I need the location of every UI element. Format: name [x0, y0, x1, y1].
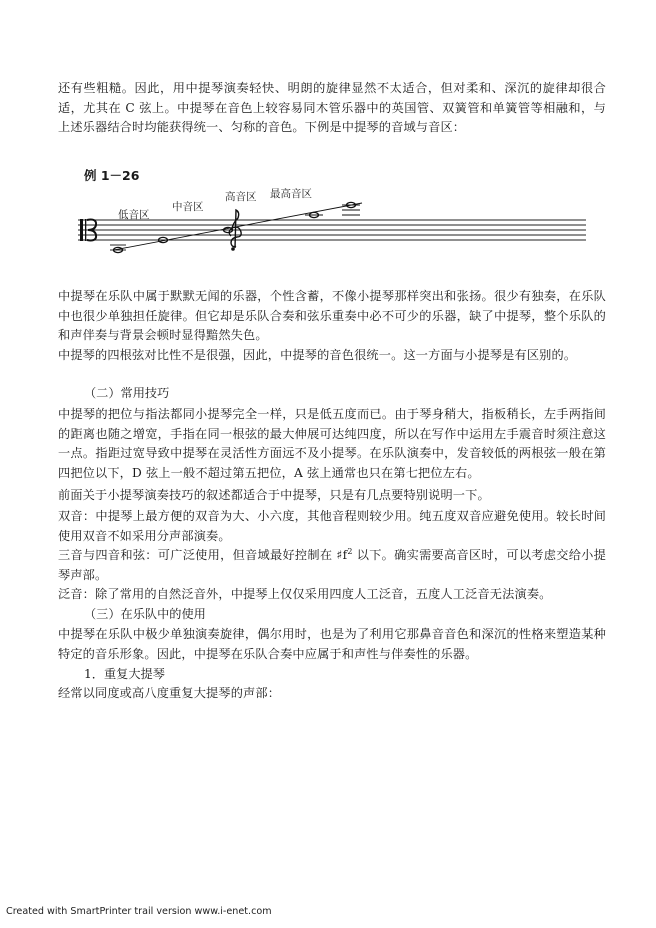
paragraph-strings: 中提琴的四根弦对比性不是很强，因此，中提琴的音色很统一。这一方面与小提琴是有区别的。: [58, 348, 577, 362]
range-staff-figure: [70, 188, 610, 260]
paragraph-orchestra-use: 中提琴在乐队中极少单独演奏旋律，偶尔用时，也是为了利用它那鼻音音色和深沉的性格来塑造某种特定的音乐形象。因此，中提琴在乐队合奏中应属于和声性与伴奏性的乐器。: [58, 627, 606, 661]
paragraph-double-stops: 双音：中提琴上最方便的双音为大、小六度，其他音程则较少用。纯五度双音应避免使用。较长时间使用双音不如采用分声部演奏。: [58, 509, 606, 543]
chords-note-octave: 2: [347, 546, 353, 556]
paragraph-chords: [58, 546, 606, 585]
register-label-low: 低音区: [118, 209, 150, 221]
paragraph-positions: 中提琴的把位与指法都同小提琴完全一样，只是低五度而已。由于琴身稍大，指板稍长，左手两指间的距离也随之增宽，手指在同一根弦的最大伸展可达纯四度，所以在写作中运用左手震音时须注意这一点。指距过宽导致中提琴在灵活性方面远不及小提琴。在乐队演奏中，发音较低的两根弦一般在第四把位以下，D 弦上一般不超过第五把位，A 弦上通常也只在第七把位左右。: [58, 407, 606, 480]
register-label-high: 高音区: [225, 191, 257, 203]
heading-techniques: （二）常用技巧: [84, 386, 170, 400]
heading-orchestra-use: （三）在乐队中的使用: [84, 607, 206, 621]
register-label-highest: 最高音区: [270, 188, 312, 200]
chords-note: ♯f: [336, 548, 348, 562]
paragraph-techniques-intro: 前面关于小提琴演奏技巧的叙述都适合于中提琴，只是有几点要特别说明一下。: [58, 488, 490, 502]
heading-double-cello: 1．重复大提琴: [84, 667, 165, 681]
watermark-footer: Created with SmartPrinter trail version www.i-enet.com: [6, 906, 272, 917]
chords-text-pre: 三音与四音和弦：可广泛使用，但音域最好控制在: [58, 548, 337, 562]
paragraph-double-cello: 经常以同度或高八度重复大提琴的声部：: [58, 686, 281, 700]
chords-text-post: 以下。确实需要高音区时，可以考虑交给小提琴声部。: [58, 548, 606, 582]
range-diagonal-line: [114, 203, 362, 250]
staff-lines: [78, 220, 586, 240]
paragraph-harmonics: 泛音：除了常用的自然泛音外，中提琴上仅仅采用四度人工泛音，五度人工泛音无法演奏。: [58, 587, 552, 601]
paragraph-intro: 还有些粗糙。因此，用中提琴演奏轻快、明朗的旋律显然不太适合，但对柔和、深沉的旋律却很合适，尤其在 C 弦上。中提琴在音色上较容易同木管乐器中的英国管、双簧管和单簧管等相融和，与上述乐器结合时均能获得统一、匀称的音色。下例是中提琴的音域与音区：: [58, 81, 606, 134]
register-label-mid: 中音区: [172, 201, 204, 213]
example-label: 例 1－26: [84, 168, 140, 183]
paragraph-role: 中提琴在乐队中属于默默无闻的乐器，个性含蓄，不像小提琴那样突出和张扬。很少有独奏，在乐队中也很少单独担任旋律。但它却是乐队合奏和弦乐重奏中必不可少的乐器，缺了中提琴，整个乐队的和声伴奏与背景会顿时显得黯然失色。: [58, 289, 606, 342]
